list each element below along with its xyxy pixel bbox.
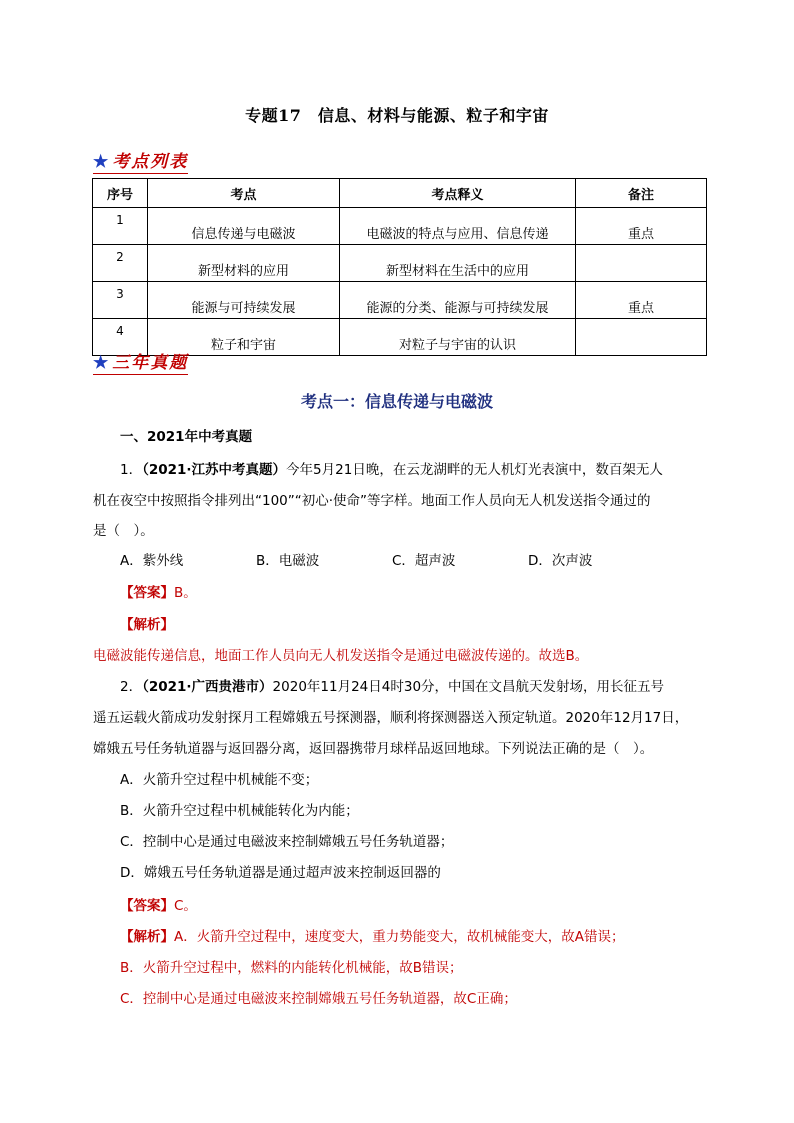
option-a: A．紫外线 (120, 553, 184, 569)
analysis-text: 电磁波能传递信息，地面工作人员向无人机发送指令是通过电磁波传递的。故选B。 (93, 648, 589, 664)
question-1-text (93, 457, 713, 483)
option-c: C．超声波 (392, 553, 456, 569)
row-note (576, 245, 707, 282)
answer-label: 【答案】 (120, 898, 174, 914)
option-b: B．火箭升空过程中机械能转化为内能； (120, 803, 359, 819)
question-source: （2021·江苏中考真题） (142, 462, 287, 478)
page-title: 专题17 信息、材料与能源、粒子和宇宙 (245, 106, 549, 125)
question-source: （2021·广西贵港市） (142, 679, 273, 695)
question-line: 是（ ）。 (93, 523, 154, 539)
analysis-text: A．火箭升空过程中，速度变大，重力势能变大，故机械能变大，故A错误； (174, 929, 625, 945)
answer-label: 【答案】 (120, 585, 174, 601)
year-heading: 一、2021年中考真题 (120, 429, 253, 445)
option-d: D．嫦娥五号任务轨道器是通过超声波来控制返回器的 (120, 865, 441, 881)
section-heading-list-label: 考点列表 (112, 152, 189, 172)
question-line: 今年5月21日晚，在云龙湖畔的无人机灯光表演中，数百架无人 (286, 462, 663, 478)
star-icon: ★ (93, 152, 111, 172)
row-note (576, 319, 707, 356)
option-c: C．控制中心是通过电磁波来控制嫦娥五号任务轨道器； (120, 834, 454, 850)
table-row (93, 245, 707, 282)
analysis-label: 【解析】 (120, 617, 174, 633)
question-number: 1． (120, 462, 143, 478)
table-row (93, 208, 707, 245)
header-note: 备注 (576, 179, 707, 208)
row-note: 重点 (576, 282, 707, 319)
row-desc: 新型材料在生活中的应用 (340, 245, 576, 282)
row-note: 重点 (576, 208, 707, 245)
row-topic: 新型材料的应用 (148, 245, 340, 282)
header-desc: 考点释义 (340, 179, 576, 208)
star-icon: ★ (93, 353, 111, 373)
analysis-text: B．火箭升空过程中，燃料的内能转化机械能，故B错误； (120, 960, 463, 976)
option-b: B．电磁波 (256, 553, 320, 569)
section-heading-exam (93, 348, 188, 375)
row-topic: 粒子和宇宙 (148, 319, 340, 356)
analysis-line (120, 924, 740, 950)
table-row (93, 282, 707, 319)
row-desc: 对粒子与宇宙的认识 (340, 319, 576, 356)
answer-value: C。 (174, 898, 197, 914)
option-d: D．次声波 (528, 553, 593, 569)
analysis-text: C．控制中心是通过电磁波来控制嫦娥五号任务轨道器，故C正确； (120, 991, 517, 1007)
section-heading-exam-label: 三年真题 (112, 353, 189, 373)
answer-line (120, 580, 740, 606)
section-heading-list (93, 147, 188, 174)
kaodian-heading: 考点一：信息传递与电磁波 (300, 392, 493, 411)
answer-line (120, 893, 740, 919)
question-line: 遥五运载火箭成功发射探月工程嫦娥五号探测器，顺利将探测器送入预定轨道。2020年12月17日， (93, 710, 689, 726)
question-line: 嫦娥五号任务轨道器与返回器分离，返回器携带月球样品返回地球。下列说法正确的是（ ）。 (93, 741, 654, 757)
analysis-label: 【解析】 (120, 929, 174, 945)
row-topic: 信息传递与电磁波 (148, 208, 340, 245)
question-number: 2． (120, 679, 143, 695)
question-line: 机在夜空中按照指令排列出“100”“初心·使命”等字样。地面工作人员向无人机发送指令通过的 (93, 493, 651, 509)
answer-value: B。 (174, 585, 197, 601)
topic-table (92, 178, 707, 356)
question-1-options (120, 548, 740, 574)
header-topic: 考点 (148, 179, 340, 208)
option-a: A．火箭升空过程中机械能不变； (120, 772, 319, 788)
row-num: 4 (93, 319, 148, 356)
table-header-row (93, 179, 707, 208)
header-num: 序号 (93, 179, 148, 208)
row-topic: 能源与可持续发展 (148, 282, 340, 319)
row-desc: 能源的分类、能源与可持续发展 (340, 282, 576, 319)
row-num: 1 (93, 208, 148, 245)
question-line: 2020年11月24日4时30分，中国在文昌航天发射场，用长征五号 (272, 679, 665, 695)
row-num: 2 (93, 245, 148, 282)
row-desc: 电磁波的特点与应用、信息传递 (340, 208, 576, 245)
row-num: 3 (93, 282, 148, 319)
question-2-text (93, 674, 713, 700)
